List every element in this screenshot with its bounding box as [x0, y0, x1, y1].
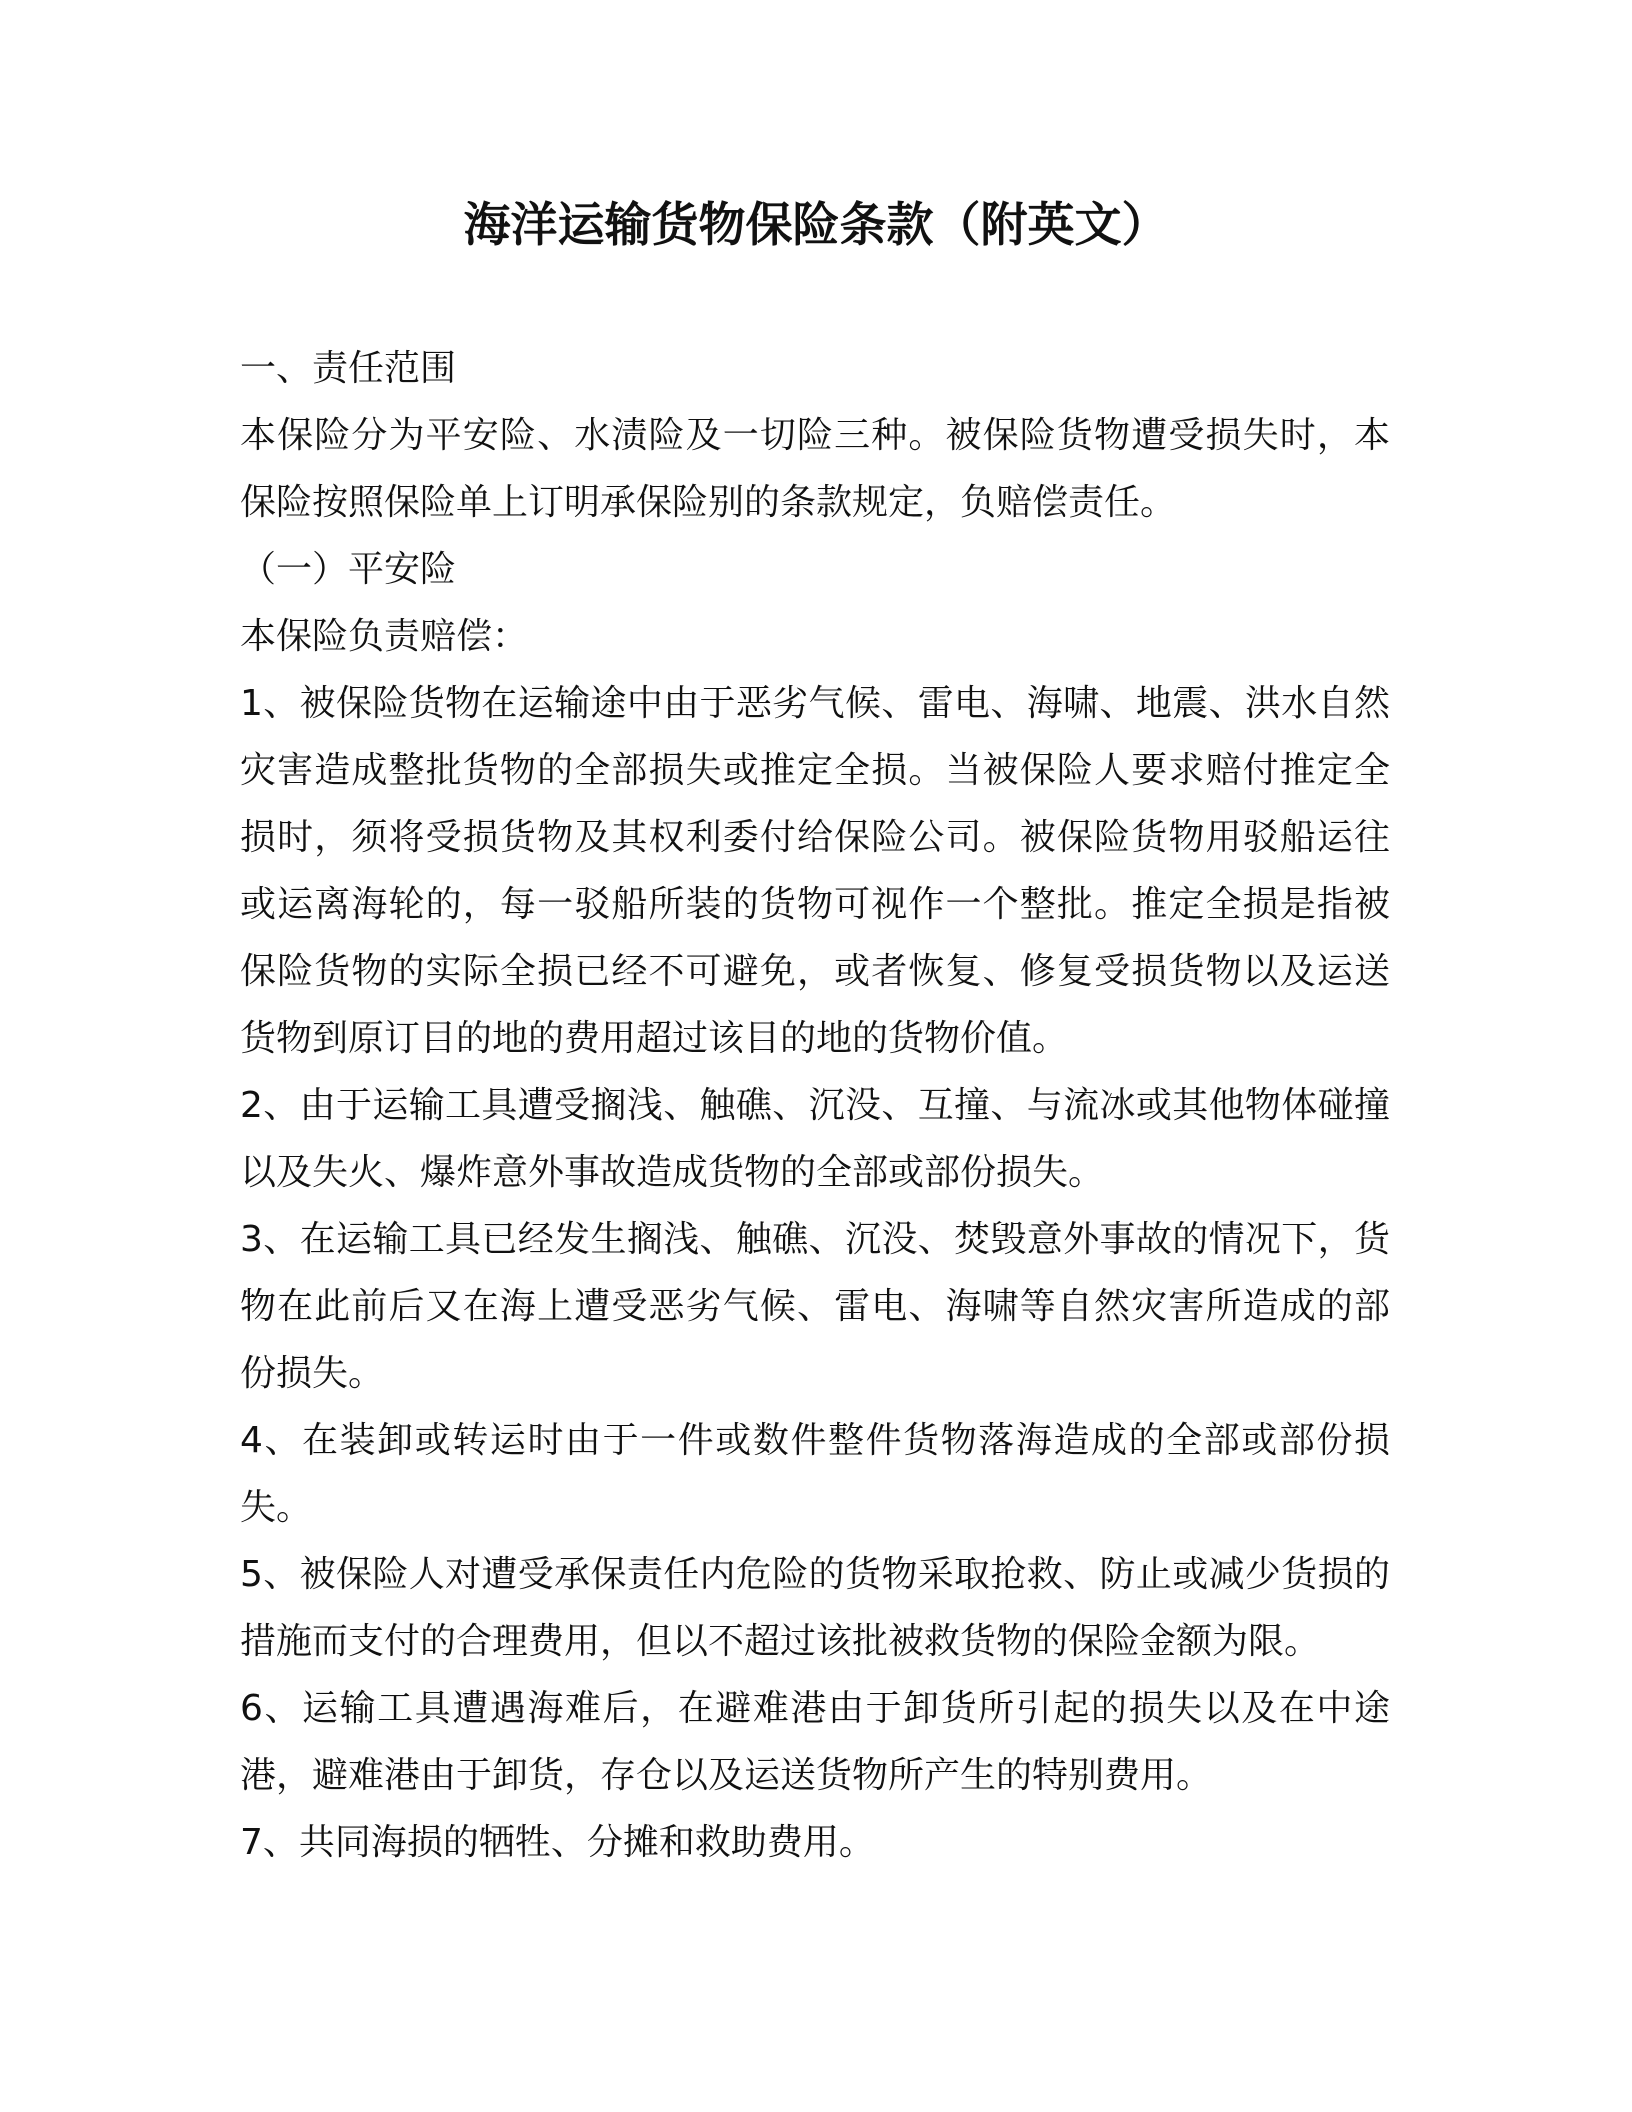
- clause-item: 5、被保险人对遭受承保责任内危险的货物采取抢救、防止或减少货损的措施而支付的合理费用，但以不超过该批被救货物的保险金额为限。: [240, 1554, 1390, 1662]
- intro-paragraph: 本保险分为平安险、水渍险及一切险三种。被保险货物遭受损失时，本保险按照保险单上订明承保险别的条款规定，负赔偿责任。: [240, 415, 1390, 523]
- clause-item: 2、由于运输工具遭受搁浅、触礁、沉没、互撞、与流冰或其他物体碰撞以及失火、爆炸意外事故造成货物的全部或部份损失。: [240, 1085, 1390, 1193]
- clause-item: 4、在装卸或转运时由于一件或数件整件货物落海造成的全部或部份损失。: [240, 1420, 1390, 1528]
- lead-in-text: 本保险负责赔偿：: [240, 616, 529, 657]
- subsection-heading: （一）平安险: [240, 549, 457, 590]
- section-heading: 一、责任范围: [240, 348, 457, 389]
- clause-item: 6、运输工具遭遇海难后，在避难港由于卸货所引起的损失以及在中途港，避难港由于卸货，存仓以及运送货物所产生的特别费用。: [240, 1688, 1390, 1796]
- clause-item: 3、在运输工具已经发生搁浅、触礁、沉没、焚毁意外事故的情况下，货物在此前后又在海上遭受恶劣气候、雷电、海啸等自然灾害所造成的部份损失。: [240, 1219, 1390, 1394]
- clause-item: 7、共同海损的牺牲、分摊和救助费用。: [240, 1822, 875, 1863]
- document-title: 海洋运输货物保险条款（附英文）: [463, 198, 1169, 253]
- document-body: [240, 335, 1390, 1876]
- clause-item: 1、被保险货物在运输途中由于恶劣气候、雷电、海啸、地震、洪水自然灾害造成整批货物的全部损失或推定全损。当被保险人要求赔付推定全损时，须将受损货物及其权利委付给保险公司。被保险货物用驳船运往或运离海轮的，每一驳船所装的货物可视作一个整批。推定全损是指被保险货物的实际全损已经不可避免，或者恢复、修复受损货物以及运送货物到原订目的地的费用超过该目的地的货物价值。: [240, 683, 1390, 1059]
